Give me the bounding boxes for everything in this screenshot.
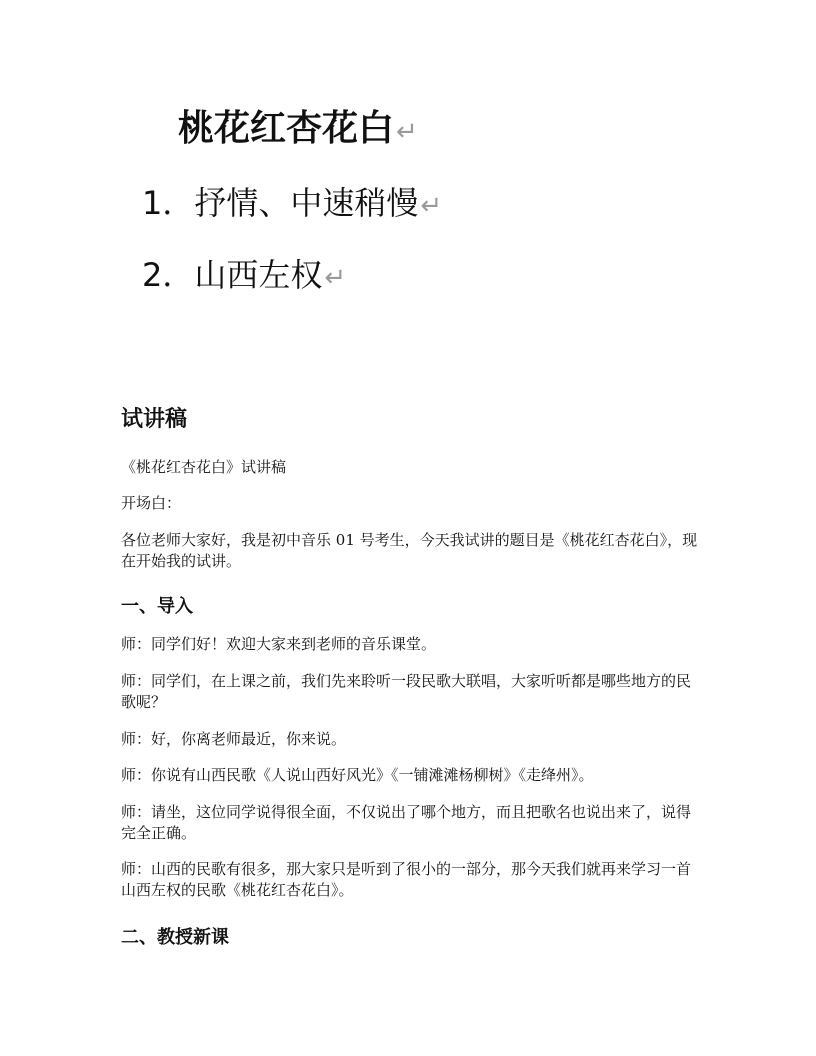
paragraph-title: 《桃花红杏花白》试讲稿 <box>121 458 287 476</box>
image-line-1 <box>142 178 442 224</box>
image-line-2-text: 2．山西左权 <box>142 256 323 294</box>
paragraph-transition: 师：山西的民歌有很多，那大家只是听到了很小的一部分，那今天我们就再来学习一首山西左权的民歌《桃花红杏花白》。 <box>121 860 692 899</box>
image-line-2 <box>142 250 346 296</box>
document-heading: 试讲稿 <box>121 407 188 432</box>
image-line-1-text: 1．抒情、中速稍慢 <box>142 184 419 222</box>
heading-image <box>130 96 450 306</box>
paragraph-mark-icon: ↵ <box>396 117 418 147</box>
paragraph-response: 师：好，你离老师最近，你来说。 <box>121 730 347 748</box>
paragraph-mark-icon: ↵ <box>420 191 443 221</box>
paragraph-praise: 师：请坐，这位同学说得很全面，不仅说出了哪个地方，而且把歌名也说出来了，说得完全正确。 <box>121 803 692 842</box>
paragraph-question: 师：同学们，在上课之前，我们先来聆听一段民歌大联唱，大家听听都是哪些地方的民歌呢？ <box>121 672 692 711</box>
paragraph-opening: 开场白： <box>121 494 182 512</box>
paragraph-answer: 师：你说有山西民歌《人说山西好风光》《一铺滩滩杨柳树》《走绛州》。 <box>121 766 594 784</box>
image-title <box>178 100 418 151</box>
section-heading-1: 一、导入 <box>121 596 193 617</box>
paragraph-mark-icon: ↵ <box>324 263 347 293</box>
image-title-text: 桃花红杏花白 <box>178 108 395 149</box>
section-heading-2: 二、教授新课 <box>121 927 229 948</box>
paragraph-intro: 各位老师大家好，我是初中音乐 01 号考生，今天我试讲的题目是《桃花红杏花白》，现在开始我的试讲。 <box>121 531 698 570</box>
paragraph-greeting: 师：同学们好！欢迎大家来到老师的音乐课堂。 <box>121 635 437 653</box>
